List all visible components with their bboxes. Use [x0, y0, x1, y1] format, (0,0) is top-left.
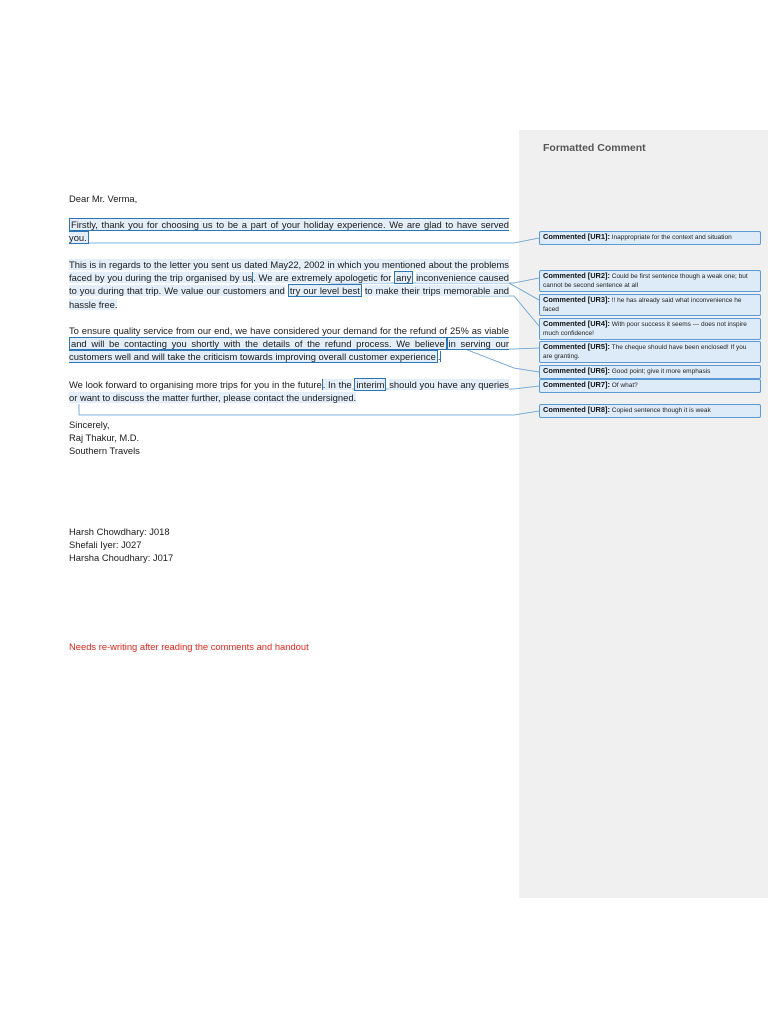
p3-end: . [437, 351, 441, 363]
p2-level-best: try our level best [289, 285, 360, 297]
p2-any: any [396, 272, 412, 284]
signer-company: Southern Travels [69, 445, 140, 456]
comment-text: Good point; give it more emphasis [611, 368, 711, 375]
comment-label: Commented [UR3]: [543, 295, 610, 304]
comment-label: Commented [UR8]: [543, 405, 610, 414]
comments-pane-heading: Formatted Comment [543, 142, 646, 154]
comment-ur7[interactable] [539, 379, 761, 393]
author-3: Harsha Choudhary: J017 [69, 552, 174, 563]
p3-refund: To ensure quality service from our end, we have considered your demand for the refund of 25% as viable [69, 325, 509, 336]
leader-ur8 [79, 411, 539, 415]
comment-text: Copied sentence though it is weak [611, 407, 711, 414]
comment-label: Commented [UR1]: [543, 232, 610, 241]
closing: Sincerely, [69, 419, 110, 430]
paragraph-1 [69, 218, 509, 244]
comment-label: Commented [UR2]: [543, 271, 610, 280]
p3-contact: and will be contacting you shortly with the details of the refund process. We believe [71, 338, 445, 350]
comment-text: Inappropriate for the context and situation [611, 234, 732, 241]
p2-inconvenience: inconvenience caused to you during that trip. We value our customers and [69, 272, 510, 297]
signer-name: Raj Thakur, M.D. [69, 432, 140, 443]
comment-text: !! he has already said what inconvenience he faced [543, 297, 742, 313]
paragraph-4 [69, 378, 509, 404]
comment-label: Commented [UR4]: [543, 319, 610, 328]
salutation: Dear Mr. Verma, [69, 193, 138, 204]
comment-ur2[interactable] [539, 270, 761, 292]
comment-ur5[interactable] [539, 341, 761, 363]
paragraph-3 [69, 324, 509, 364]
comment-text: Could be first sentence though a weak one; but cannot be second sentence at all [543, 273, 748, 289]
comment-text: The cheque should have been enclosed! If you are granting. [543, 344, 747, 360]
author-2: Shefali Iyer: J027 [69, 539, 142, 550]
p4-contact: should you have any queries or want to discuss the matter further, please contact the undersigned. [69, 379, 509, 404]
comment-label: Commented [UR5]: [543, 342, 610, 351]
comment-ur6[interactable] [539, 365, 761, 379]
comment-ur4[interactable] [539, 318, 761, 340]
rewrite-remark: Needs re-writing after reading the comments and handout [69, 641, 309, 652]
comment-ur8[interactable] [539, 404, 761, 418]
p2-sentence-1: This is in regards to the letter you sent us dated May22, 2002 in which you mentioned about the problems faced by you during the trip organised by us [69, 259, 509, 284]
comment-ur1[interactable] [539, 231, 761, 245]
p4-future: We look forward to organising more trips for you in the future [69, 379, 322, 390]
p4-interim: interim [356, 379, 385, 390]
comment-text: With poor success it seems --- does not inspire much confidence! [543, 321, 747, 337]
p3-serving: in serving our customers well and will take the criticism towards improving overall customer experience [69, 338, 510, 363]
comments-pane [519, 130, 768, 898]
p4-in-the: . In the [322, 379, 352, 390]
paragraph-2 [69, 258, 509, 311]
comment-text: Of what? [611, 382, 638, 389]
p2-apology: . We are extremely apologetic for [253, 272, 392, 284]
p2-hassle-free: to make their trips memorable and hassle free. [69, 285, 509, 310]
paragraph-1-text: Firstly, thank you for choosing us to be a part of your holiday experience. We are glad to have served you. [69, 219, 509, 244]
comment-label: Commented [UR7]: [543, 380, 610, 389]
comment-ur3[interactable] [539, 294, 761, 316]
comment-label: Commented [UR6]: [543, 366, 610, 375]
author-1: Harsh Chowdhary: J018 [69, 526, 170, 537]
